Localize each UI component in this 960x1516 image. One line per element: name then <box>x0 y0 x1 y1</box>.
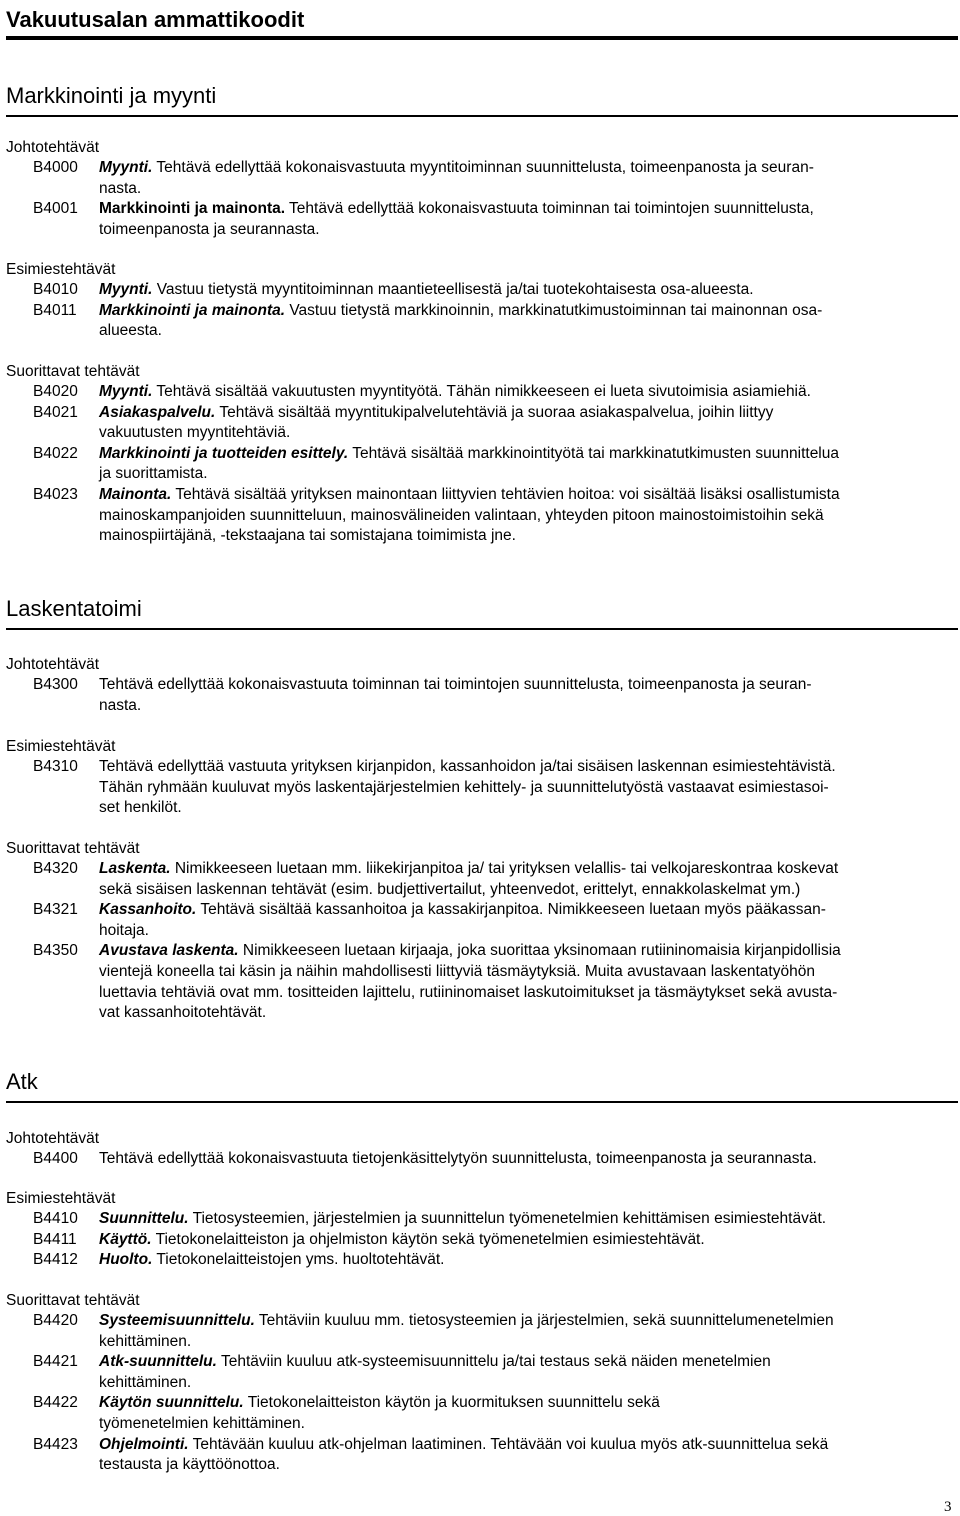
code-entry <box>6 444 958 485</box>
entry-code: B4001 <box>33 200 78 218</box>
description-line: Markkinointi ja tuotteiden esittely. Tehtävä sisältää markkinointityötä tai markkinatutkimusten suunnittelua <box>99 444 839 462</box>
page-number: 3 <box>944 1499 952 1515</box>
description-line: Markkinointi ja mainonta. Vastuu tietystä markkinoinnin, markkinatutkimustoiminnan tai mainonnan osa- <box>99 301 823 319</box>
task-group-label: Suorittavat tehtävät <box>6 840 140 857</box>
entry-description <box>99 485 949 547</box>
task-group <box>6 1189 958 1271</box>
code-entry <box>6 1311 958 1352</box>
task-group-label: Esimiestehtävät <box>6 261 116 278</box>
entry-description <box>99 403 949 444</box>
task-group <box>6 737 958 819</box>
entry-code: B4410 <box>33 1210 78 1227</box>
code-entry <box>6 158 958 199</box>
entry-description <box>99 1393 949 1434</box>
description-line: set henkilöt. <box>99 799 182 817</box>
task-group-label: Johtotehtävät <box>6 1130 100 1147</box>
title-rule <box>6 36 958 40</box>
task-group <box>6 655 958 716</box>
code-entry <box>6 485 958 547</box>
description-line: alueesta. <box>99 322 162 340</box>
description-line: Kassanhoito. Tehtävä sisältää kassanhoitoa ja kassakirjanpitoa. Nimikkeeseen luetaan myös pääkassan- <box>99 901 826 919</box>
code-entry <box>6 199 958 240</box>
task-group-label: Johtotehtävät <box>6 139 100 156</box>
description-line: Tehtävä edellyttää kokonaisvastuuta toiminnan tai toimintojen suunnittelusta, toimeenpanosta ja seuran- <box>99 676 812 693</box>
description-line: mainoskampanjoiden suunnitteluun, mainosvälineiden valintaan, yhteyden pitoon mainostoimistoihin sekä <box>99 506 824 524</box>
entry-code: B4412 <box>33 1251 78 1269</box>
description-line: kehittäminen. <box>99 1332 192 1350</box>
entry-name: Atk-suunnittelu. <box>99 1353 217 1371</box>
entry-code: B4400 <box>33 1150 78 1167</box>
task-group <box>6 260 958 342</box>
section-title: Markkinointi ja myynti <box>6 83 217 108</box>
entry-description <box>99 158 949 199</box>
entry-description <box>99 1209 949 1230</box>
description-line: Laskenta. Nimikkeeseen luetaan mm. liikekirjanpitoa ja/ tai yrityksen velallis- tai velkojareskontraa koskevat <box>99 860 839 877</box>
code-entry <box>6 900 958 941</box>
code-entry <box>6 941 958 1023</box>
description-line: Käytön suunnittelu. Tietokonelaitteiston käytön ja kuormituksen suunnittelu sekä <box>99 1394 660 1412</box>
entry-code: B4022 <box>33 444 78 462</box>
description-line: Myynti. Vastuu tietystä myyntitoiminnan maantieteellisestä ja/tai tuotekohtaisesta osa-alueesta. <box>99 281 754 298</box>
entry-name: Mainonta. <box>99 485 172 503</box>
code-entry <box>6 382 958 403</box>
code-entry <box>6 1393 958 1434</box>
entry-description <box>99 1230 949 1251</box>
entry-description <box>99 1311 949 1352</box>
entry-name: Markkinointi ja tuotteiden esittely. <box>99 444 349 462</box>
code-entry <box>6 280 958 301</box>
entry-description <box>99 1435 949 1476</box>
entry-description <box>99 280 949 301</box>
description-line: Huolto. Tietokonelaitteistojen yms. huoltotehtävät. <box>99 1251 445 1269</box>
entry-code: B4421 <box>33 1353 78 1371</box>
entry-name: Kassanhoito. <box>99 901 197 919</box>
entry-code: B4300 <box>33 676 78 693</box>
description-line: vat kassanhoitotehtävät. <box>99 1004 267 1022</box>
code-entry <box>6 1149 958 1170</box>
code-entry <box>6 1209 958 1230</box>
code-entry <box>6 1435 958 1476</box>
entry-code: B4320 <box>33 860 78 877</box>
description-line: Myynti. Tehtävä edellyttää kokonaisvastuuta myyntitoiminnan suunnittelusta, toimeenpanosta ja seuran- <box>99 159 814 176</box>
section-rule <box>6 628 958 630</box>
entry-code: B4020 <box>33 383 78 400</box>
description-line: Asiakaspalvelu. Tehtävä sisältää myyntitukipalvelutehtäviä ja suoraa asiakaspalvelua, joihin liittyy <box>99 403 774 421</box>
entry-code: B4010 <box>33 281 78 298</box>
entry-name: Myynti. <box>99 159 153 176</box>
description-line: Käyttö. Tietokonelaitteiston ja ohjelmiston käytön sekä työmenetelmien esimiestehtävät. <box>99 1230 705 1248</box>
description-line: vientejä koneella tai käsin ja näihin mahdollisesti liittyviä täsmäytyksiä. Muita avustavaan laskentatyöhön <box>99 962 815 980</box>
entry-code: B4023 <box>33 485 78 503</box>
description-line: toimeenpanosta ja seurannasta. <box>99 220 320 238</box>
entry-name: Myynti. <box>99 281 153 298</box>
section-title: Atk <box>6 1069 38 1094</box>
description-line: Systeemisuunnittelu. Tehtäviin kuuluu mm. tietosysteemien ja järjestelmien, sekä suunnittelumenetelmien <box>99 1312 834 1329</box>
description-line: Markkinointi ja mainonta. Tehtävä edellyttää kokonaisvastuuta toiminnan tai toimintojen suunnittelusta, <box>99 200 814 218</box>
entry-description <box>99 301 949 342</box>
task-group-label: Johtotehtävät <box>6 656 100 673</box>
task-group <box>6 138 958 240</box>
description-line: nasta. <box>99 179 142 197</box>
section-rule <box>6 115 958 117</box>
description-line: Ohjelmointi. Tehtävään kuuluu atk-ohjelman laatiminen. Tehtävään voi kuulua myös atk-suunnittelua sekä <box>99 1435 829 1453</box>
entry-description <box>99 382 949 403</box>
entry-code: B4411 <box>33 1230 77 1248</box>
task-group-label: Esimiestehtävät <box>6 1190 116 1207</box>
code-entry <box>6 1230 958 1251</box>
entry-name: Markkinointi ja mainonta. <box>99 200 286 218</box>
description-line: Tehtävä edellyttää vastuuta yrityksen kirjanpidon, kassanhoidon ja/tai sisäisen laskennan esimiestehtävistä. <box>99 758 836 775</box>
entry-description <box>99 859 949 900</box>
task-group-label: Esimiestehtävät <box>6 738 116 755</box>
code-entry <box>6 1250 958 1271</box>
entry-name: Käyttö. <box>99 1230 152 1248</box>
entry-description <box>99 444 949 485</box>
entry-description <box>99 1250 949 1271</box>
document-title: Vakuutusalan ammattikoodit <box>6 7 305 32</box>
entry-code: B4000 <box>33 159 78 176</box>
entry-name: Huolto. <box>99 1251 153 1269</box>
entry-name: Myynti. <box>99 383 153 400</box>
entry-code: B4420 <box>33 1312 78 1329</box>
entry-code: B4321 <box>33 901 78 919</box>
description-line: Atk-suunnittelu. Tehtäviin kuuluu atk-systeemisuunnittelu ja/tai testaus sekä näiden menetelmien <box>99 1353 771 1371</box>
code-entry <box>6 301 958 342</box>
section-title: Laskentatoimi <box>6 596 142 621</box>
description-line: Mainonta. Tehtävä sisältää yrityksen mainontaan liittyvien tehtävien hoitoa: voi sisältää lisäksi osallistumista <box>99 485 840 503</box>
code-entry <box>6 675 958 716</box>
description-line: vakuutusten myyntitehtäviä. <box>99 424 291 442</box>
entry-name: Systeemisuunnittelu. <box>99 1312 255 1329</box>
entry-code: B4422 <box>33 1394 78 1412</box>
description-line: Tehtävä edellyttää kokonaisvastuuta tietojenkäsittelytyön suunnittelusta, toimeenpanosta ja seurannasta. <box>99 1150 817 1167</box>
entry-description <box>99 675 949 716</box>
entry-code: B4021 <box>33 403 78 421</box>
task-group <box>6 362 958 547</box>
description-line: testausta ja käyttöönottoa. <box>99 1456 280 1474</box>
entry-name: Laskenta. <box>99 860 171 877</box>
code-entry <box>6 757 958 819</box>
entry-code: B4011 <box>33 301 77 319</box>
entry-description <box>99 1352 949 1393</box>
description-line: hoitaja. <box>99 921 149 939</box>
entry-code: B4310 <box>33 758 78 775</box>
entry-name: Suunnittelu. <box>99 1210 189 1227</box>
entry-code: B4423 <box>33 1435 78 1453</box>
section-rule <box>6 1101 958 1103</box>
entry-description <box>99 757 949 819</box>
description-line: työmenetelmien kehittäminen. <box>99 1414 305 1432</box>
description-line: ja suorittamista. <box>99 465 208 483</box>
entry-description <box>99 900 949 941</box>
entry-code: B4350 <box>33 942 78 960</box>
description-line: Myynti. Tehtävä sisältää vakuutusten myyntityötä. Tähän nimikkeeseen ei lueta sivutoimisia asiamiehiä. <box>99 383 811 400</box>
task-group-label: Suorittavat tehtävät <box>6 1292 140 1309</box>
code-entry <box>6 403 958 444</box>
entry-description <box>99 199 949 240</box>
entry-name: Markkinointi ja mainonta. <box>99 301 286 319</box>
code-entry <box>6 1352 958 1393</box>
entry-name: Käytön suunnittelu. <box>99 1394 244 1412</box>
description-line: mainospiirtäjänä, -tekstaajana tai somistajana toimimista jne. <box>99 527 516 545</box>
description-line: sekä sisäisen laskennan tehtävät (esim. budjettivertailut, yhteenvedot, erittelyt, ennakkolaskelmat ym.) <box>99 880 801 898</box>
description-line: Suunnittelu. Tietosysteemien, järjestelmien ja suunnittelun työmenetelmien kehittämisen esimiestehtävät. <box>99 1210 827 1227</box>
task-group <box>6 839 958 1024</box>
task-group <box>6 1291 958 1476</box>
entry-description <box>99 941 949 1023</box>
description-line: Avustava laskenta. Nimikkeeseen luetaan kirjaaja, joka suorittaa yksinomaan rutiininomaisia kirjanpidollisia <box>99 942 841 960</box>
entry-description <box>99 1149 949 1170</box>
code-entry <box>6 859 958 900</box>
description-line: luettavia tehtäviä ovat mm. tositteiden lajittelu, rutiininomaiset laskutoimitukset ja täsmäytykset sekä avusta- <box>99 983 838 1001</box>
task-group-label: Suorittavat tehtävät <box>6 363 140 380</box>
description-line: Tähän ryhmään kuuluvat myös laskentajärjestelmien kehittely- ja suunnittelutyöstä vastaavat esimiestasoi- <box>99 778 829 796</box>
entry-name: Asiakaspalvelu. <box>99 403 216 421</box>
task-group <box>6 1129 958 1170</box>
entry-name: Avustava laskenta. <box>99 942 239 960</box>
description-line: nasta. <box>99 696 142 714</box>
entry-name: Ohjelmointi. <box>99 1435 189 1453</box>
description-line: kehittäminen. <box>99 1373 192 1391</box>
